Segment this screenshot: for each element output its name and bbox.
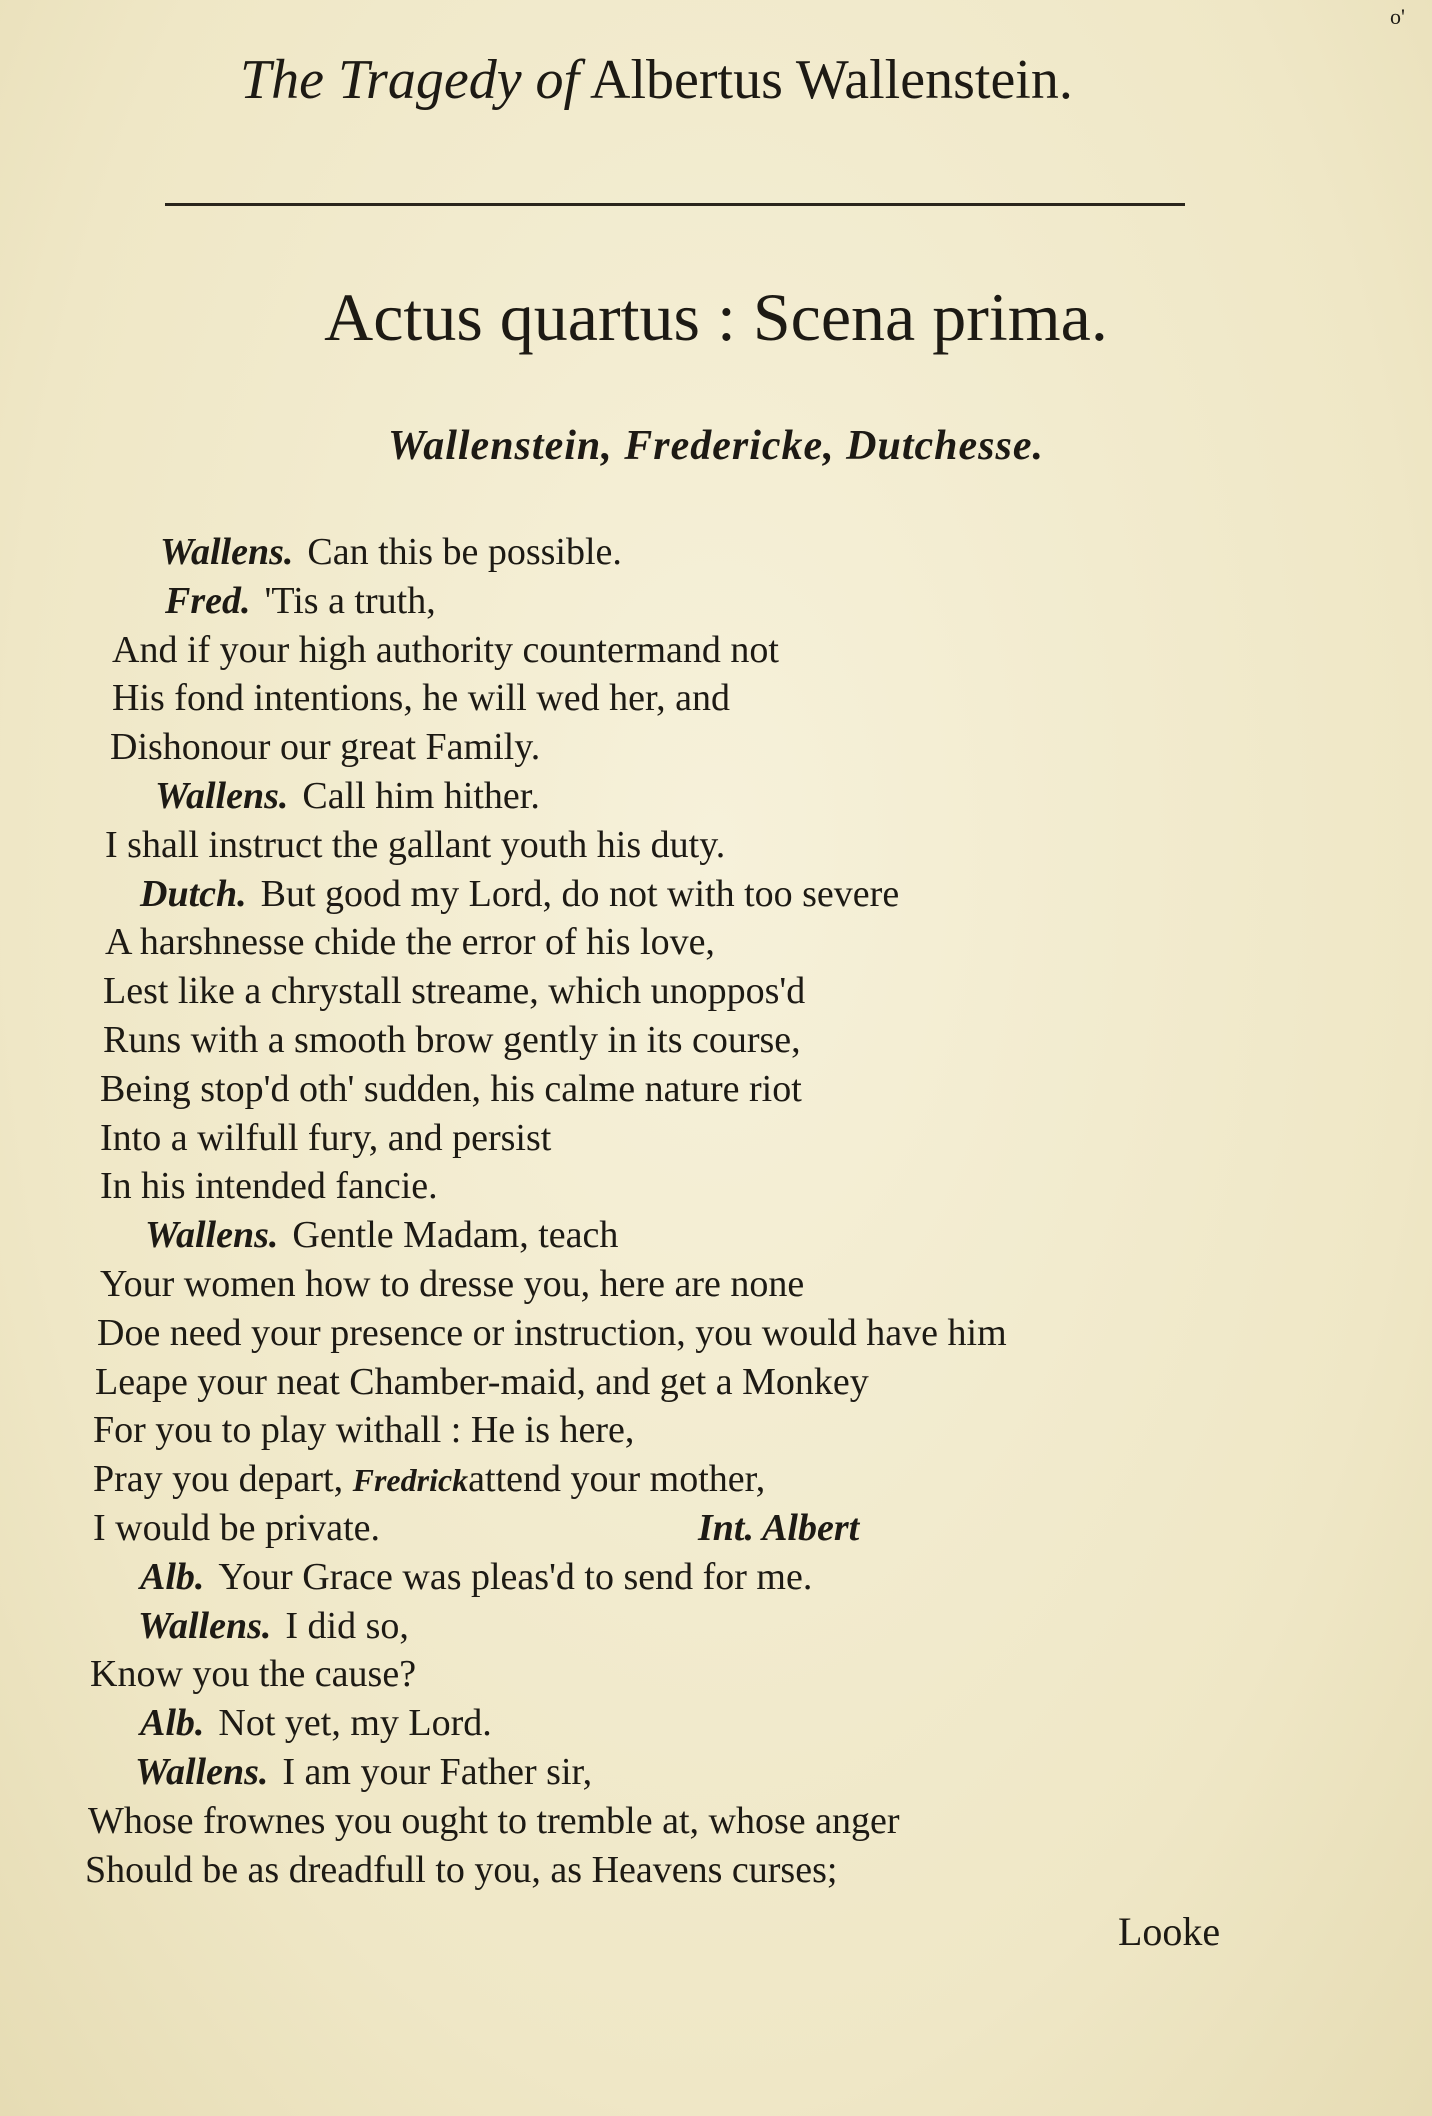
text-line	[138, 1604, 409, 1648]
text-line	[155, 774, 540, 818]
line-text: Can this be possible.	[307, 531, 622, 573]
header-prefix: The Tragedy of	[240, 49, 580, 111]
line-text: But good my Lord, do not with too severe	[260, 872, 900, 915]
line-text: Into a wilfull fury, and persist	[100, 1116, 552, 1159]
line-text: Leape your neat Chamber-maid, and get a Monkey	[95, 1360, 869, 1403]
speaker-name: Wallens.	[160, 531, 294, 573]
line-text: Know you the cause?	[90, 1653, 417, 1696]
line-text: 'Tis a truth,	[264, 579, 436, 622]
header-rule	[165, 203, 1185, 206]
speaker-name: Wallens.	[145, 1214, 279, 1257]
line-text: I would be private.	[93, 1507, 381, 1549]
text-line	[93, 1506, 380, 1550]
stage-direction: Int. Albert	[698, 1507, 860, 1549]
text-line	[105, 823, 725, 867]
text-line	[165, 579, 436, 623]
text-line	[105, 920, 715, 964]
line-text: Your women how to dresse you, here are none	[100, 1263, 805, 1305]
catchword: Looke	[1118, 1909, 1221, 1954]
speaker-name: Wallens.	[135, 1751, 269, 1793]
text-line	[112, 676, 730, 720]
text-line	[100, 1164, 438, 1208]
inline-name: Fredrick	[352, 1462, 469, 1499]
line-text: I am your Father sir,	[282, 1751, 593, 1793]
line-text: attend your mother,	[468, 1458, 766, 1501]
speaker-name: Alb.	[140, 1702, 205, 1745]
speaker-name: Alb.	[140, 1555, 205, 1598]
line-text: In his intended fancie.	[100, 1165, 438, 1208]
line-text: Being stop'd oth' sudden, his calme nature riot	[100, 1067, 802, 1110]
speaker-name: Wallens.	[155, 775, 289, 817]
line-text: Not yet, my Lord.	[218, 1702, 492, 1745]
text-line	[140, 872, 899, 916]
text-line	[100, 1067, 802, 1111]
text-line	[110, 725, 540, 769]
text-line	[100, 1262, 804, 1306]
text-line	[88, 1799, 900, 1843]
text-line	[93, 1457, 765, 1502]
text-line	[93, 1408, 634, 1452]
line-text-before: Pray you depart,	[93, 1458, 353, 1501]
text-line	[140, 1701, 492, 1745]
line-text: I shall instruct the gallant youth his duty.	[105, 823, 726, 866]
text-line	[135, 1750, 592, 1794]
text-line	[140, 1555, 812, 1599]
text-line	[103, 969, 805, 1013]
text-line	[100, 1116, 551, 1160]
act-heading: Actus quartus : Scena prima.	[324, 279, 1108, 355]
text-line	[112, 628, 779, 672]
running-header	[240, 48, 1073, 112]
corner-mark: o'	[1390, 4, 1405, 29]
line-text: Should be as dreadfull to you, as Heavens curses;	[85, 1848, 838, 1891]
line-text: For you to play withall : He is here,	[93, 1409, 635, 1452]
text-line	[97, 1311, 1007, 1355]
line-text: Dishonour our great Family.	[110, 726, 541, 769]
text-line	[90, 1652, 416, 1696]
header-title: Albertus Wallenstein.	[590, 49, 1073, 111]
text-line	[145, 1213, 618, 1257]
line-text: Runs with a smooth brow gently in its course,	[103, 1019, 801, 1061]
line-text: Doe need your presence or instruction, you would have him	[97, 1311, 1007, 1354]
line-text: Call him hither.	[302, 775, 540, 817]
speaker-name: Dutch.	[140, 872, 247, 915]
persons-list: Wallenstein, Fredericke, Dutchesse.	[387, 423, 1045, 469]
line-text: A harshnesse chide the error of his love,	[105, 921, 715, 964]
text-line	[85, 1848, 837, 1892]
line-text: Your Grace was pleas'd to send for me.	[218, 1555, 813, 1598]
speaker-name: Fred.	[165, 579, 251, 622]
line-text: Lest like a chrystall streame, which unoppos'd	[103, 970, 806, 1013]
line-text: His fond intentions, he will wed her, and	[112, 677, 730, 720]
line-text: And if your high authority countermand not	[112, 628, 779, 671]
text-line	[95, 1360, 869, 1404]
speaker-name: Wallens.	[138, 1604, 272, 1647]
line-text: Gentle Madam, teach	[292, 1214, 619, 1257]
text-line	[103, 1018, 801, 1062]
line-text: Whose frownes you ought to tremble at, whose anger	[88, 1799, 900, 1842]
line-text: I did so,	[285, 1604, 409, 1647]
text-line	[160, 530, 622, 574]
